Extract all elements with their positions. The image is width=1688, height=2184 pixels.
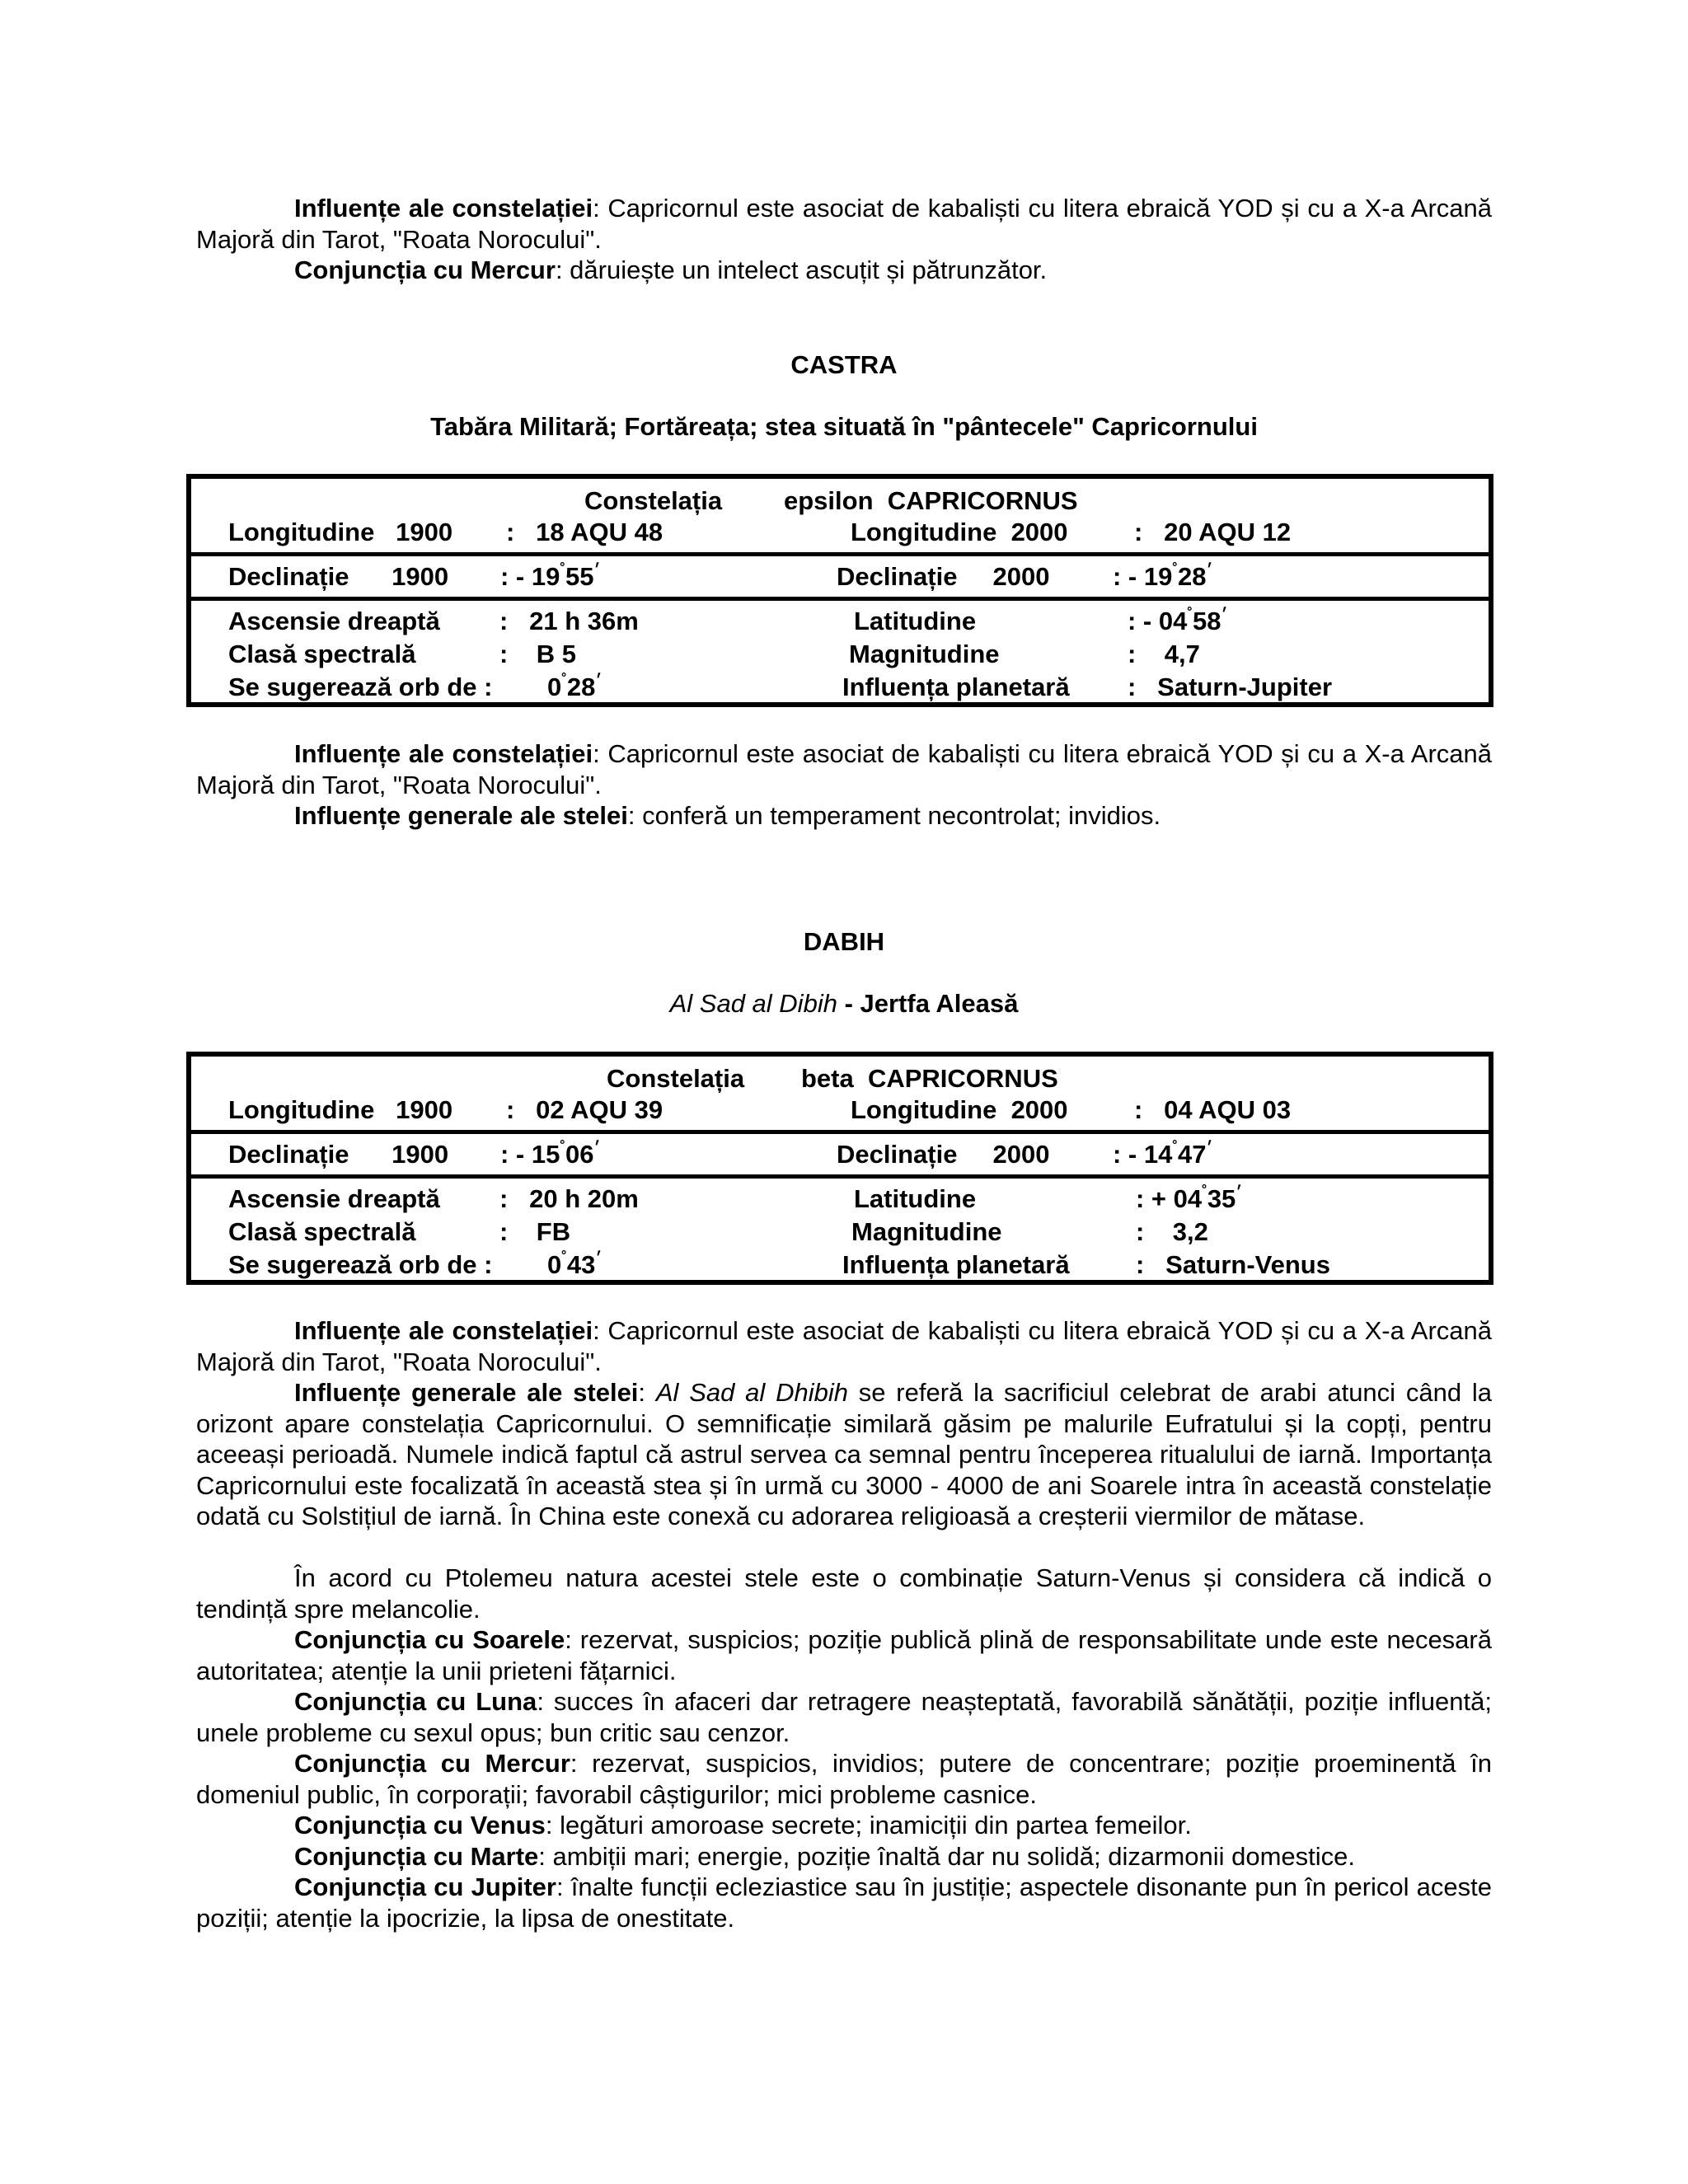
dabih-conj-moon-text: : succes în afaceri dar retragere neașteptată, favorabilă sănătății, poziție influentă; unele probleme cu sexul opus; bun critic sau cenzor. [196,1687,1493,1747]
dabih-band-properties [191,1174,1489,1280]
dabih-conjunction-venus [196,1810,1492,1841]
castra-long2000-label: Longitudine 2000 [851,518,1068,546]
castra-lat-value: : - 04˚58׳ [1128,606,1228,635]
dabih-conjunction-moon [196,1686,1492,1748]
dabih-mag-value: : 3,2 [1136,1217,1208,1246]
castra-band-properties [191,597,1489,702]
castra-infl-value: : Saturn-Jupiter [1128,673,1333,701]
dabih-orb-label: Se sugerează orb de : [228,1250,493,1279]
castra-constellation-value: epsilon CAPRICORNUS [784,486,1078,515]
dabih-conj-mars-text: : ambiții mari; energie, poziție înaltă dar nu solidă; dizarmonii domestice. [538,1842,1356,1871]
dabih-spec-label: Clasă spectrală [228,1217,416,1246]
dabih-ra-value: : 20 h 20m [499,1184,639,1213]
intro-mercury-text: : dăruiește un intelect ascuțit și pătrunzător. [555,255,1048,284]
dabih-general-label: Influențe generale ale stelei [294,1378,639,1407]
castra-mag-value: : 4,7 [1128,640,1200,668]
dabih-decl2000-label: Declinație 2000 [837,1140,1050,1169]
intro-constellation-label: Influențe ale constelației [294,194,593,223]
dabih-band-declination [191,1130,1489,1174]
castra-subtitle: Tabăra Militară; Fortăreața; stea situată în "pântecele" Capricornului [430,412,1258,441]
castra-long2000-value: : 20 AQU 12 [1134,518,1292,546]
dabih-conj-mercury-label: Conjuncția cu Mercur [294,1749,570,1778]
castra-decl2000-value: : - 19˚28׳ [1113,561,1213,591]
dabih-subtitle-arabic: Al Sad al Dibih [669,989,837,1018]
castra-spec-label: Clasă spectrală [228,640,416,668]
dabih-conjunction-jupiter [196,1872,1492,1933]
dabih-infl-label: Influența planetară [842,1250,1070,1279]
castra-long1900-label: Longitudine 1900 [228,518,453,546]
dabih-subtitle [196,988,1492,1019]
dabih-constellation-value: beta CAPRICORNUS [801,1064,1058,1093]
dabih-conj-jupiter-text: : înalte funcții ecleziastice sau în justiție; aspectele disonante pun în pericol aceste poziții; atenție la ipocrizie, la lipsa de onestitate. [196,1872,1493,1933]
dabih-conj-mercury-text: : rezervat, suspicios, invidios; putere de concentrare; poziție proeminentă în domeniul public, în corporații; favorabil câștigurilor; mici probleme casnice. [196,1749,1492,1809]
dabih-decl1900-value: : - 15˚06׳ [500,1139,601,1169]
castra-long1900-value: : 18 AQU 48 [506,518,663,546]
castra-constellation-label: Constelația [584,486,723,515]
dabih-star-table [186,1052,1493,1285]
castra-decl1900-label: Declinație 1900 [228,562,449,591]
castra-band-declination [191,552,1489,597]
dabih-constellation-infl-text: : Capricornul este asociat de kabaliști cu litera ebraică YOD și cu a X-a Arcană Majoră din Tarot, "Roata Norocului". [196,1316,1492,1376]
dabih-long1900-label: Longitudine 1900 [228,1095,453,1124]
castra-constellation-infl-label: Influențe ale constelației [294,739,593,768]
castra-constellation-infl-text: : Capricornul este asociat de kabaliști cu litera ebraică YOD și cu a X-a Arcană Majoră din Tarot, "Roata Norocului". [196,739,1492,799]
castra-general-label: Influențe generale ale stelei [294,801,628,830]
intro-paragraph-mercury [196,255,1492,286]
dabih-general-arabic: Al Sad al Dhibih [655,1378,848,1407]
castra-paragraph-general [196,800,1492,832]
castra-orb-label: Se sugerează orb de : [228,673,493,701]
castra-ra-label: Ascensie dreaptă [228,607,440,635]
dabih-conjunction-sun [196,1624,1492,1686]
dabih-conj-jupiter-label: Conjuncția cu Jupiter [294,1872,556,1901]
intro-mercury-label: Conjuncția cu Mercur [294,255,556,284]
dabih-conjunction-mars [196,1841,1492,1872]
dabih-conj-venus-label: Conjuncția cu Venus [294,1811,546,1840]
dabih-spec-value: : FB [499,1217,571,1246]
castra-star-table [186,474,1493,707]
castra-lat-label: Latitudine [854,607,977,635]
dabih-long2000-label: Longitudine 2000 [851,1095,1068,1124]
castra-paragraph-constellation [196,738,1492,800]
dabih-ptolemy-text: În acord cu Ptolemeu natura acestei stele este o combinație Saturn-Venus și considera că indică o tendință spre melancolie. [196,1563,1492,1624]
dabih-conj-sun-label: Conjuncția cu Soarele [294,1625,565,1654]
castra-decl1900-value: : - 19˚55׳ [500,561,601,591]
intro-constellation-text: : Capricornul este asociat de kabaliști cu litera ebraică YOD și cu a X-a Arcană Majoră din Tarot, "Roata Norocului". [196,194,1492,254]
dabih-long2000-value: : 04 AQU 03 [1134,1095,1292,1124]
castra-infl-label: Influența planetară [842,673,1070,701]
dabih-paragraph-general: Influențe generale ale stelei: Al Sad al Dhibih se referă la sacrificiul celebrat de arabi atunci când la orizont apare constelația Capricornului. O semnificație similară găsim pe malurile Eufratului și la copți, pentru aceeași perioadă. Numele indică faptul că astrul servea ca semnal pentru începerea ritualului de iarnă. Importanța Capricornului este focalizată în această stea și în urmă cu 3000 - 4000 de ani Soarele intra în această constelație odată cu Solstițiul de iarnă. În China este conexă cu adorarea religioasă a creșterii viermilor de mătase. [196,1378,1492,1530]
intro-paragraph-constellation [196,193,1492,255]
dabih-decl1900-label: Declinație 1900 [228,1140,449,1169]
castra-general-text: : conferă un temperament necontrolat; invidios. [627,801,1161,830]
castra-title: CASTRA [790,350,898,379]
dabih-conj-moon-label: Conjuncția cu Luna [294,1687,537,1716]
dabih-lat-label: Latitudine [854,1184,977,1213]
castra-decl2000-label: Declinație 2000 [837,562,1050,591]
dabih-constellation-label: Constelația [607,1064,745,1093]
dabih-conjunction-mercury [196,1748,1492,1810]
dabih-band-longitude [191,1057,1489,1130]
dabih-paragraph-constellation [196,1315,1492,1377]
dabih-general-text: se referă la sacrificiul celebrat de arabi atunci când la orizont apare constelația Capricornului. O semnificație similară găsim pe malurile Eufratului și la copți, pentru aceeași perioadă. Numele indică faptul că astrul servea ca semnal pentru începerea ritualului de iarnă. Importanța Capricornului este focalizată în această stea și în urmă cu 3000 - 4000 de ani Soarele intra în această constelație odată cu Solstițiul de iarnă. În China este conexă cu adorarea religioasă a creșterii viermilor de mătase. [196,1378,1492,1530]
dabih-ra-label: Ascensie dreaptă [228,1184,440,1213]
dabih-conj-mars-label: Conjuncția cu Marte [294,1842,539,1871]
dabih-constellation-infl-label: Influențe ale constelației [294,1316,593,1345]
dabih-conj-venus-text: : legături amoroase secrete; inamiciții din partea femeilor. [545,1811,1192,1840]
castra-mag-label: Magnitudine [849,640,1000,668]
dabih-infl-value: : Saturn-Venus [1136,1250,1330,1279]
castra-spec-value: : B 5 [499,640,577,668]
castra-ra-value: : 21 h 36m [499,607,639,635]
castra-orb-value: 0˚28׳ [547,672,603,701]
castra-band-longitude [191,479,1489,552]
dabih-subtitle-meaning: - Jertfa Aleasă [837,989,1019,1018]
dabih-long1900-value: : 02 AQU 39 [506,1095,663,1124]
dabih-conj-sun-text: : rezervat, suspicios; poziție publică plină de responsabilitate unde este necesară autoritatea; atenție la unii prieteni fățarnici. [196,1625,1492,1685]
dabih-lat-value: : + 04˚35׳ [1136,1183,1243,1213]
dabih-decl2000-value: : - 14˚47׳ [1113,1139,1213,1169]
dabih-orb-value: 0˚43׳ [547,1249,603,1279]
dabih-paragraph-ptolemy [196,1563,1492,1624]
dabih-mag-label: Magnitudine [851,1217,1002,1246]
dabih-title: DABIH [803,927,885,956]
